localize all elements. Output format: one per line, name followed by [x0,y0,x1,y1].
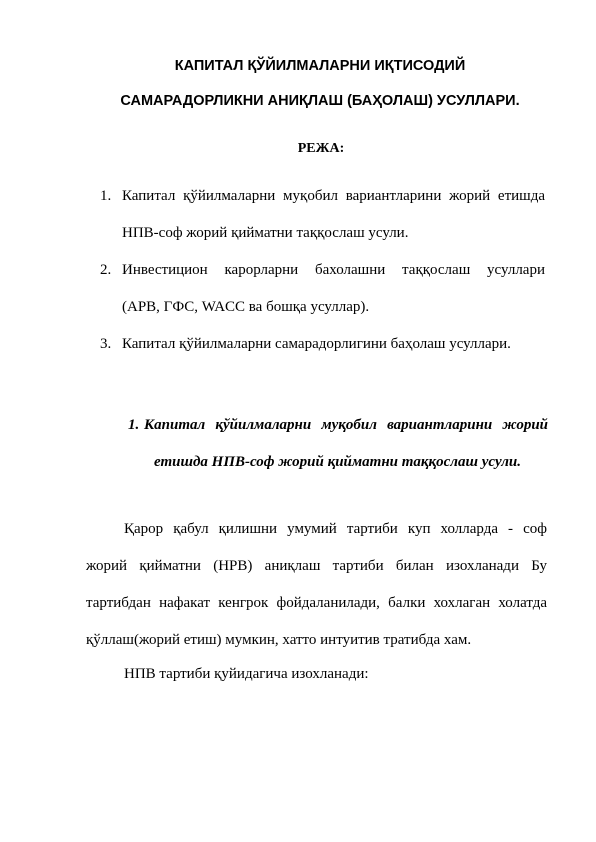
plan-item-number: 3. [100,336,112,352]
plan-item-text-line: НПВ-соф жорий қийматни таққослаш усули. [122,225,409,241]
plan-heading: РЕЖА: [297,141,345,156]
section-heading-line: Капитал қўйилмаларни муқобил вариантларини жорий [144,417,548,433]
plan-item-text-line: (АРВ, ГФС, WACC ва бошқа усуллар). [122,299,370,315]
document-title-line-2: САМАРАДОРЛИКНИ АНИҚЛАШ (БАҲОЛАШ) УСУЛЛАРИ. [120,93,520,109]
section-heading-line: етишда НПВ-соф жорий қийматни таққослаш усули. [154,454,521,470]
paragraph-line: тартибдан нафакат кенгрок фойдаланилади, балки хохлаган холатда [86,595,547,611]
plan-item-number: 1. [100,188,112,204]
plan-item-text-line: Инвестицион карорларни бахолашни таққослаш усуллари [122,262,545,278]
plan-item-text-line: Капитал қўйилмаларни самарадорлигини баҳолаш усуллари. [122,336,511,352]
section-number: 1. [128,417,140,433]
document-title-line-1: КАПИТАЛ ҚЎЙИЛМАЛАРНИ ИҚТИСОДИЙ [174,58,466,74]
plan-item-text-line: Капитал қўйилмаларни муқобил вариантларини жорий етишда [122,188,545,204]
paragraph-line: НПВ тартиби қуйидагича изохланади: [124,666,369,682]
plan-item-number: 2. [100,262,112,278]
paragraph-line: жорий қийматни (НРВ) аниқлаш тартиби билан изохланади Бу [86,558,547,574]
paragraph-line: Қарор қабул қилишни умумий тартиби куп холларда - соф [124,521,547,537]
paragraph-line: қўллаш(жорий етиш) мумкин, хатто интуитив тратибда хам. [86,632,472,648]
